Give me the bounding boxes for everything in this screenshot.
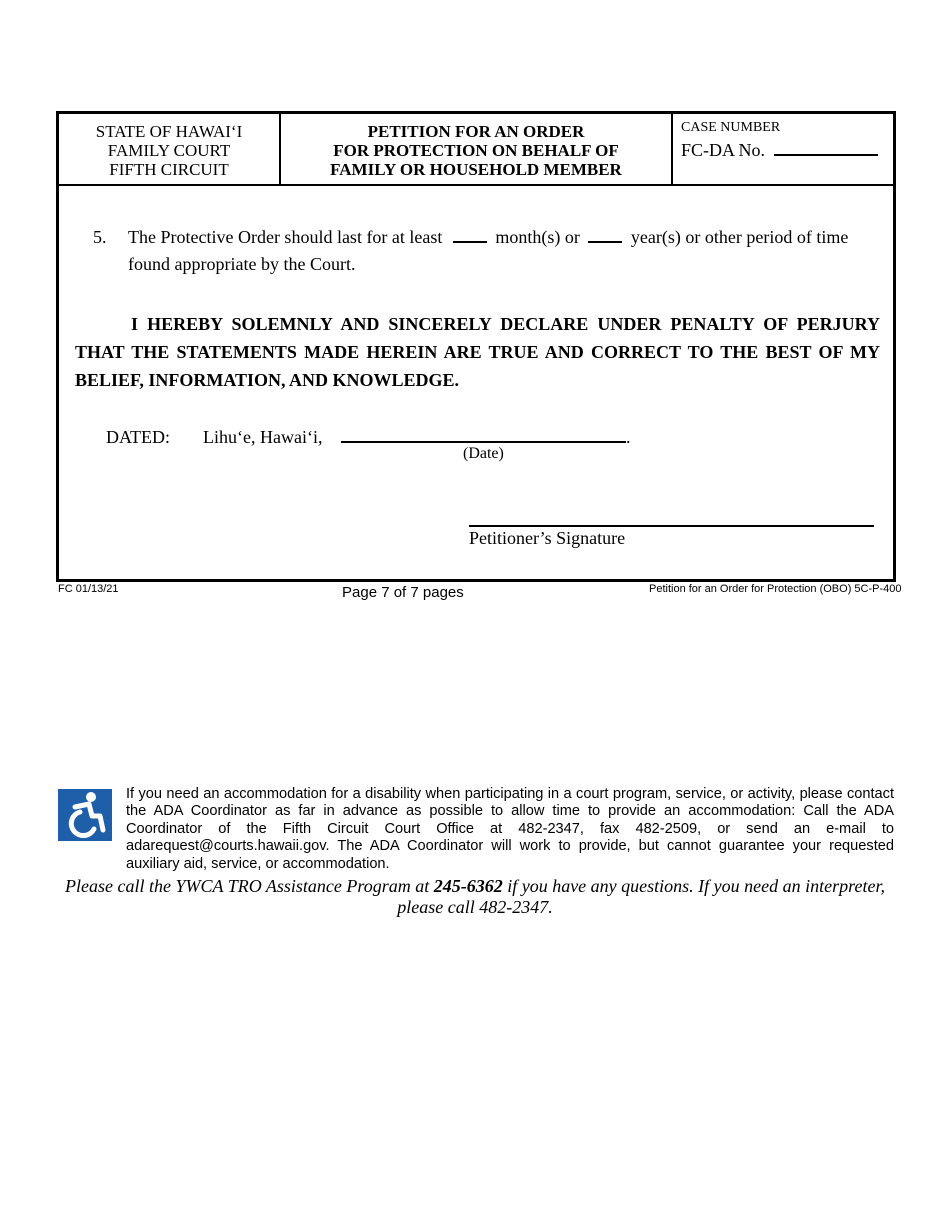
title-line-2: FOR PROTECTION ON BEHALF OF	[333, 141, 619, 160]
case-number-label: CASE NUMBER	[681, 120, 781, 135]
date-field[interactable]	[341, 423, 626, 443]
months-field[interactable]	[453, 225, 487, 243]
footer-form-name: Petition for an Order for Protection (OBO) 5C-P-400	[649, 583, 902, 595]
form-title-cell	[281, 114, 673, 184]
ywca-phone: 245-6362	[433, 876, 503, 896]
dated-location: Lihu‘e, Hawai‘i,	[203, 427, 323, 447]
declaration-text: I HEREBY SOLEMNLY AND SINCERELY DECLARE UNDER PENALTY OF PERJURY THAT THE STATEMENTS MADE HEREIN ARE TRUE AND CORRECT TO THE BEST OF MY BELIEF, INFORMATION, AND KNOWLEDGE.	[75, 314, 880, 390]
petition-form-box	[56, 111, 896, 582]
signature-label: Petitioner’s Signature	[469, 528, 626, 548]
case-number-prefix: FC-DA No.	[681, 140, 766, 160]
footer-form-code: FC 01/13/21	[58, 583, 119, 595]
ywca-notice	[60, 876, 890, 918]
date-period: .	[625, 427, 631, 447]
date-caption: (Date)	[463, 445, 504, 462]
case-number-row	[681, 136, 893, 162]
item-5-duration	[93, 224, 883, 278]
ywca-text-before: Please call the YWCA TRO Assistance Program at	[65, 876, 434, 896]
item-5-text-years: year(s) or other period of time found appropriate by the Court.	[128, 227, 849, 274]
footer-page-number: Page 7 of 7 pages	[342, 584, 464, 601]
title-line-3: FAMILY OR HOUSEHOLD MEMBER	[330, 160, 622, 179]
dated-label: DATED:	[106, 427, 170, 447]
court-name-cell	[59, 114, 281, 184]
item-5-text-before: The Protective Order should last for at least	[128, 227, 443, 247]
signature-field[interactable]	[469, 525, 874, 527]
case-number-field[interactable]	[774, 136, 878, 156]
case-number-cell	[673, 114, 893, 184]
dated-line	[106, 423, 630, 448]
years-field[interactable]	[588, 225, 622, 243]
form-header	[59, 114, 893, 186]
accessibility-icon	[58, 789, 112, 841]
item-number: 5.	[93, 227, 107, 247]
court-line-state: STATE OF HAWAI‘I	[95, 122, 243, 141]
title-line-1: PETITION FOR AN ORDER	[367, 122, 585, 141]
perjury-declaration	[75, 310, 880, 394]
court-line-circuit: FIFTH CIRCUIT	[109, 160, 229, 179]
item-5-text	[128, 224, 883, 278]
item-5-text-months: month(s) or	[495, 227, 580, 247]
court-line-family: FAMILY COURT	[107, 141, 231, 160]
ywca-text-after: if you have any questions. If you need an interpreter, please call 482-2347.	[397, 876, 885, 917]
ada-notice: If you need an accommodation for a disability when participating in a court program, service, or activity, please contact the ADA Coordinator as far in advance as possible to allow time to provide an accommodation: Call the ADA Coordinator of the Fifth Circuit Court Office at 482-2347, fax 482-2509, or send an e-mail to adarequest@courts.hawaii.gov. The ADA Coordinator will work to provide, but cannot guarantee your requested auxiliary aid, service, or accommodation.	[126, 786, 894, 872]
